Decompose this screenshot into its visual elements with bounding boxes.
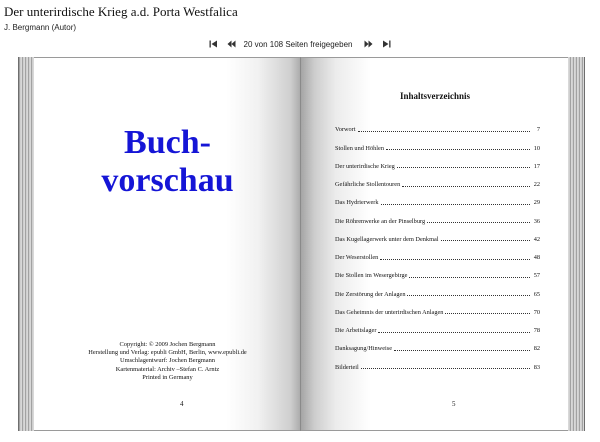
toc-entry-title: Danksagung/Hinweise xyxy=(335,345,393,353)
toc-leader xyxy=(358,131,530,132)
toc-entry xyxy=(335,298,540,316)
toc-entry-title: Das Hydrierwerk xyxy=(335,199,379,207)
page-number-right: 5 xyxy=(452,400,456,408)
right-page[interactable] xyxy=(301,57,569,431)
copyright-block xyxy=(34,341,301,382)
toc-entry-title: Das Geheimnis der unterirdischen Anlagen xyxy=(335,308,444,316)
toc-entry-title: Der Weserstollen xyxy=(335,254,379,261)
toc-heading: Inhaltsverzeichnis xyxy=(399,91,470,101)
toc-entry xyxy=(335,316,540,334)
toc-entry xyxy=(335,243,540,261)
toc-leader xyxy=(361,368,530,369)
fast-forward-icon[interactable] xyxy=(362,38,374,50)
toc-entry xyxy=(335,152,540,170)
toc-leader xyxy=(394,350,530,351)
toc-entry-page: 7 xyxy=(536,126,540,134)
toc-entry-page: 10 xyxy=(533,144,540,152)
toc-leader xyxy=(409,277,530,278)
toc-leader xyxy=(380,259,530,260)
toc-entry-title: Die Stollen im Wesergebirge xyxy=(335,272,408,280)
toc-entry-title: Die Röhrenwerke an der Pinselburg xyxy=(335,217,426,225)
toc-leader xyxy=(386,149,530,150)
preview-line-1: Buch- xyxy=(124,124,211,161)
toc-entry-page: 29 xyxy=(533,199,540,207)
toc-entry-title: Das Kugellagerwerk unter dem Denkmal xyxy=(335,235,439,243)
toc-entry xyxy=(335,206,540,224)
toc-entry xyxy=(335,261,540,279)
toc-entry xyxy=(335,279,540,297)
toc-entry-title: Bilderteil xyxy=(335,363,359,371)
toc-leader xyxy=(378,332,530,333)
book-viewer xyxy=(18,57,585,431)
left-page-stack xyxy=(18,57,35,431)
copyright-line: Umschlagentwurf: Jochen Bergmann xyxy=(119,357,215,365)
toc-entry xyxy=(335,225,540,243)
toc-leader xyxy=(427,222,530,223)
copyright-line: Printed in Germany xyxy=(142,373,193,381)
toc-leader xyxy=(402,186,530,187)
toc-entry-page: 82 xyxy=(533,345,540,353)
toc-entry-page: 83 xyxy=(533,363,540,371)
table-of-contents xyxy=(335,115,540,371)
toc-entry-page: 57 xyxy=(533,272,540,280)
toc-entry xyxy=(335,133,540,151)
toc-entry-title: Gefährliche Stollentouren xyxy=(335,181,401,188)
toc-entry-page: 48 xyxy=(533,254,540,261)
toc-leader xyxy=(445,313,530,314)
book-author: J. Bergmann (Autor) xyxy=(4,23,77,32)
toc-entry-title: Vorwort xyxy=(335,126,356,134)
page-availability-status: 20 von 108 Seiten freigegeben xyxy=(243,39,353,49)
toc-entry-title: Die Zerstörung der Anlagen xyxy=(335,290,406,298)
copyright-line: Herstellung und Verlag: epubli GmbH, Berlin, www.epubli.de xyxy=(88,349,247,357)
preview-line-2: vorschau xyxy=(101,162,234,199)
toc-entry xyxy=(335,115,540,133)
toc-entry xyxy=(335,334,540,352)
left-page[interactable] xyxy=(34,57,301,431)
toc-entry-page: 70 xyxy=(533,308,540,316)
page-navigation xyxy=(0,37,600,51)
toc-entry xyxy=(335,170,540,188)
toc-leader xyxy=(441,240,530,241)
page-number-left: 4 xyxy=(180,400,184,408)
toc-entry-title: Stollen und Höhlen xyxy=(335,144,384,152)
toc-entry-title: Die Arbeitslager xyxy=(335,327,377,334)
toc-leader xyxy=(407,295,530,296)
toc-entry-page: 17 xyxy=(533,162,540,170)
skip-to-first-icon[interactable] xyxy=(208,38,220,50)
toc-entry-page: 36 xyxy=(533,217,540,225)
copyright-line: Kartenmaterial: Archiv –Stefan C. Arntz xyxy=(115,365,220,373)
toc-entry-title: Der unterirdische Krieg xyxy=(335,162,395,170)
rewind-icon[interactable] xyxy=(226,38,238,50)
right-page-stack xyxy=(568,57,585,431)
copyright-line: Copyright: © 2009 Jochen Bergmann xyxy=(119,341,216,348)
toc-leader xyxy=(397,167,530,168)
toc-entry xyxy=(335,352,540,370)
toc-entry-page: 78 xyxy=(533,327,540,334)
toc-entry-page: 42 xyxy=(533,235,540,243)
toc-entry-page: 65 xyxy=(533,290,540,298)
skip-to-last-icon[interactable] xyxy=(380,38,392,50)
book-title: Der unterirdische Krieg a.d. Porta Westfalica xyxy=(4,4,238,19)
toc-entry-page: 22 xyxy=(533,181,540,188)
toc-leader xyxy=(381,204,530,205)
preview-watermark xyxy=(34,124,301,200)
toc-entry xyxy=(335,188,540,206)
